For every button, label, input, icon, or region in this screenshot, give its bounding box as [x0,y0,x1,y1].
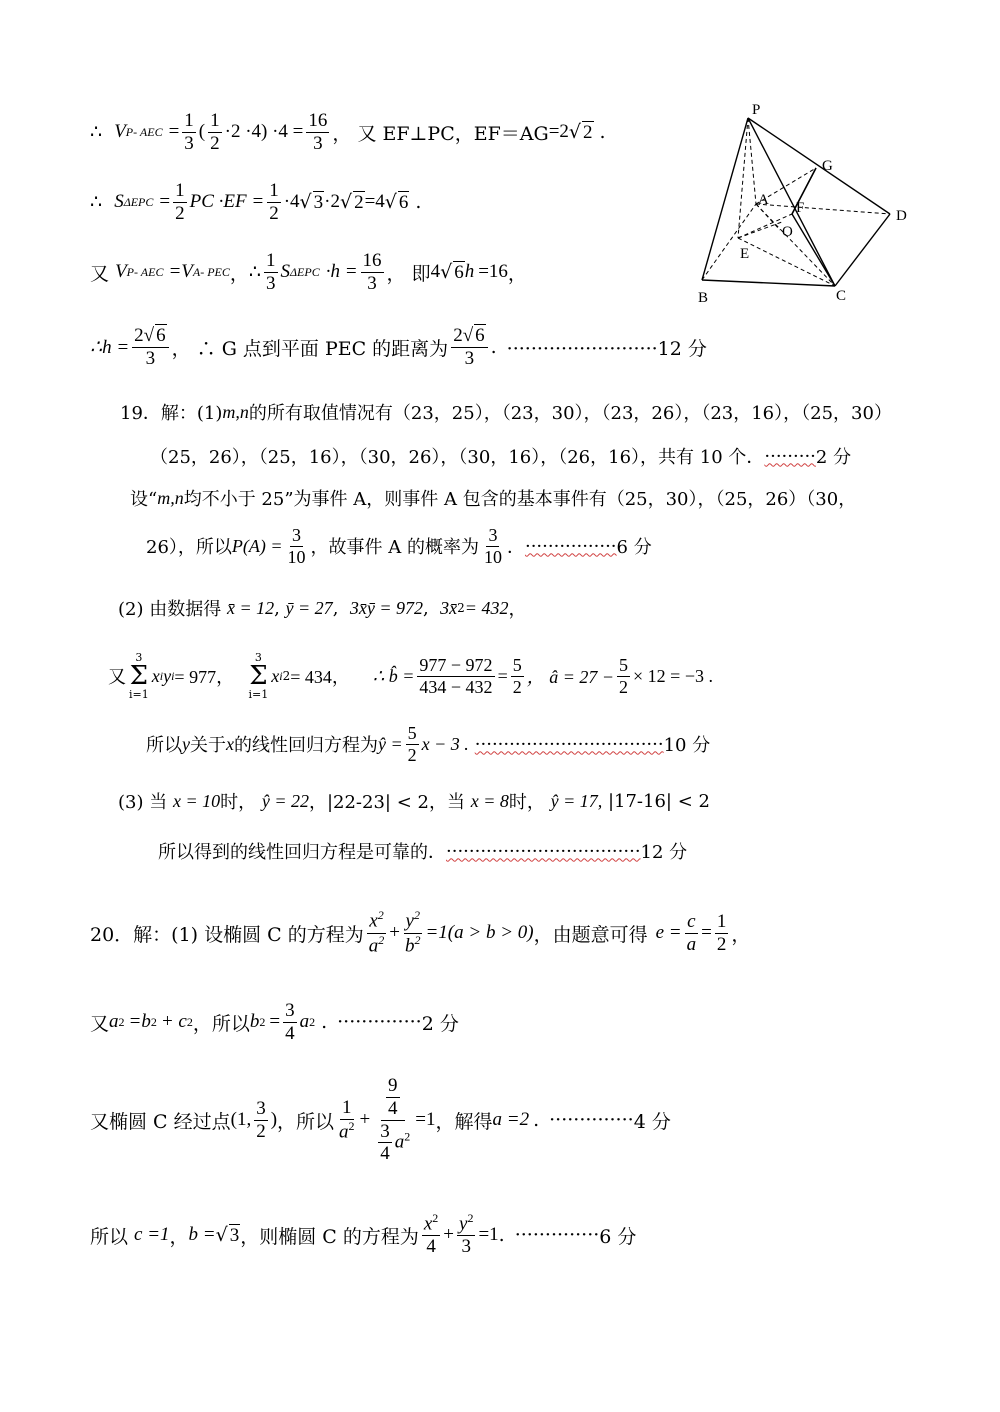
sup-2: 2 [378,932,385,947]
volume-subscript: P- AEC [126,264,164,279]
frac-prob [286,525,308,567]
score-6: 6 分 [599,1225,637,1248]
frac-num: 1 [716,910,727,932]
equals: = [497,665,508,686]
var-a: a [394,1131,405,1153]
var-y: y [405,910,414,932]
q19-data-text: (2) 由数据得 [118,599,222,620]
therefore-symbol: ∴ [90,121,103,143]
p20-line-3 [90,1064,671,1176]
p18-line-3 [90,240,527,304]
var-h: h [464,261,475,282]
sum-bot: i=1 [248,688,269,701]
frac-result [306,110,329,155]
p18-line-2 [90,170,421,234]
frac-prob-2 [482,525,504,567]
ecc-e: e = [655,922,682,943]
p18-line-1 [90,100,606,164]
expr-h: ·h = [325,261,358,282]
score-10: 10 分 [663,735,711,756]
sum-2 [249,652,269,700]
sigma-symbol: Σ [249,661,268,691]
frac-num: 5 [619,654,629,675]
frac-num: 1 [175,179,185,201]
frac-den: 4 [285,1022,295,1044]
frac-num: 977 − 972 [419,654,493,675]
frac-num: $y^2$ [459,1210,474,1235]
word-you: 又 [90,262,110,285]
yhat-22: ŷ = 22 [261,790,309,811]
comma: ， [731,923,751,946]
var-x: x [271,665,280,686]
frac-result [361,250,384,295]
p20-line-2: 又 a 2 =b 2 + c 2 ，所以 b 2 = $\frac{3}{4}$ a 2 . ·············· 2 分 [90,999,459,1044]
frac-half [208,110,222,155]
label-B: B [698,290,709,306]
frac-num: c [687,910,696,932]
frac-num: 16 [362,249,382,271]
frac-num [451,325,487,348]
frac-a [617,655,630,697]
sqrt-symbol: √ [215,1224,228,1246]
volume-subscript: P- AEC [125,124,163,139]
word-shi: 时， [220,792,257,813]
word-ji: ， 即 [386,262,431,285]
label-F: F [796,200,805,216]
p19-line-9 [158,834,687,868]
reg-tail: x − 3 . [421,733,469,754]
sum-1 [129,652,149,700]
frac-num: 1 [266,249,276,271]
sqrt-radicand: 6 [156,324,166,346]
frac-half [715,911,729,956]
sigma-symbol: Σ [129,661,149,691]
value-434: = 434， [290,667,350,687]
label-P: P [752,102,761,118]
sqrt-radicand: 6 [398,191,409,213]
equals-V: =V [168,261,193,282]
comma: ， [507,262,527,285]
area-subscript: ΔEPC [290,264,320,279]
q19-cases: 的所有取值情况有（23，25），（23，30），（23，26），（23，16），（25，30） [248,403,892,424]
plus: + [443,1224,455,1245]
frac-den: 3 [464,347,475,369]
q19-check: (3) 当 [118,792,168,813]
score-6: 6 分 [616,537,652,558]
frac-distance [451,325,487,370]
c-eq-1: c =1 [134,1224,170,1245]
mean-x2-val: = 432 [464,597,509,618]
frac-den: 2 [269,202,279,224]
frac-den: 2 [175,202,185,224]
result: =16 [478,261,508,282]
sup-2: 2 [413,908,420,923]
frac-den: 3 [145,347,156,369]
label-A: A [758,192,769,208]
expr: ·2 [324,191,340,212]
frac-den: 3 [266,272,276,294]
y-hat: ŷ = [378,733,403,754]
var-c: + c [160,1011,187,1032]
p20-line-1: 20．解：(1) 设椭圆 C 的方程为 $\frac{x^2}{a^2}$ + $\frac{y^2}{b^2}$ =1(a > b > 0) ，由题意可得 e = $\frac{c}{a}$ = $\frac{1}{2}$ ， [90,908,751,956]
frac-num: 3 [488,524,498,545]
var-mn: m,n [222,401,249,422]
p19-line-4 [146,520,652,572]
b-hat: ∴ b̂ = [372,665,415,686]
yhat-17: ŷ = 17, [550,790,603,811]
mean-xy: 3x̄ȳ = 972 [349,597,423,618]
period: . [599,121,606,143]
frac-den [403,934,423,957]
therefore-symbol: ∴ [90,191,103,213]
frac-num: 3 [292,524,302,545]
var-x: x [226,733,234,754]
plus: + [359,1109,371,1130]
frac-den: 2 [716,933,727,955]
var-a: a [299,1011,310,1032]
var-x: x [151,665,160,686]
frac-one-third [182,110,196,155]
q19-conclusion: 所以得到的线性回归方程是可靠的． [158,842,446,863]
frac-3-4 [378,1121,392,1166]
expr-h: ∴h = [90,336,130,358]
frac-den: 2 [619,676,629,697]
sup-2: 2 [377,908,384,923]
label-O: O [782,224,793,240]
p19-line-8 [118,784,710,818]
p18-line-4 [90,312,707,382]
area-S: S [280,261,290,282]
p19-line-2 [150,440,851,472]
dots: ·································· [446,840,641,862]
q19-prob-text: 26），所以 [146,537,232,558]
frac-den: 10 [483,546,502,567]
var-x: x [423,1213,433,1235]
period: . [321,1011,328,1033]
equals: = [269,1011,281,1032]
coef: 2 [134,324,144,346]
area-S: S [114,191,124,212]
q19-check-3: |17-16| < 2 [607,790,710,812]
var-a: a [339,1121,349,1143]
sqrt-symbol: √ [440,261,453,283]
frac-den: 2 [210,132,220,154]
frac-num [381,1075,405,1121]
sqrt-symbol: √ [143,324,155,346]
var-y: y [163,665,172,686]
sqrt-radicand: 2 [354,191,364,213]
frac-x2a2 [367,909,387,956]
expr: =4 [364,191,385,212]
q20-text: ，所以 [192,1012,250,1035]
sub-i: i [159,668,164,683]
q19-reg-text: 所以 [146,735,182,756]
sqrt-radicand: 6 [454,261,464,283]
sum-bot: i=1 [129,688,149,701]
coef: 2 [453,324,463,346]
frac-num: 1 [269,179,279,201]
dots: ································· [474,733,664,755]
frac-den: 2 [512,676,522,697]
frac-den: 3 [313,132,323,154]
frac-den: 3 [367,272,377,294]
frac-num: 1 [342,1096,352,1118]
prob-PA: P(A) = [231,535,283,556]
sub-i: i [171,668,175,683]
var-b: b [404,934,415,956]
x-8: x = 8 [470,790,509,811]
period: . [490,336,497,358]
frac-compound [373,1075,412,1165]
comma: ， [229,262,249,285]
frac-num [132,325,168,348]
equals-1: =1 [478,1224,499,1245]
value: =2 [548,121,569,142]
q20-intro: 20．解：(1) 设椭圆 C 的方程为 [90,923,364,946]
frac-9-4 [386,1075,400,1120]
frac-b-result [511,655,524,697]
score-4: 4 分 [633,1110,671,1133]
volume-V: V [114,121,126,142]
frac-ca [685,911,699,956]
frac-den: 4 [380,1143,390,1165]
word-you: 又 [90,1012,110,1035]
var-b: b [249,1011,260,1032]
frac-num [367,909,385,933]
point-open: (1, [230,1109,252,1130]
word-shi: 时， [508,792,545,813]
equals: = [168,121,180,142]
frac-b [417,655,494,697]
frac-num: 3 [285,999,295,1021]
period: . [415,191,422,213]
q20-point-text: 又椭圆 C 经过点 [90,1110,231,1133]
score-2: 2 分 [815,447,852,468]
q19-event-2: 均不小于 25”为事件 A，则事件 A 包含的基本事件有（25，30），（25，26）（30， [183,489,857,510]
frac-1-a2 [337,1097,357,1143]
sub-i: i [279,668,283,683]
x-10: x = 10 [172,790,221,811]
p19-line-1 [120,396,892,428]
sqrt-radicand: 6 [475,324,485,346]
volume-V: V [115,261,127,282]
frac-3-2 [254,1098,268,1143]
frac-den: 2 [256,1120,266,1142]
q20-equation-text: ，则椭圆 C 的方程为 [240,1225,419,1248]
a-result: × 12 = −3 . [633,665,713,686]
label-C: C [836,288,847,304]
frac-y2b2 [403,909,423,956]
q19-prob-text-2: ，故事件 A 的概率为 [310,537,479,558]
score-12: ·························12 分 [506,337,707,360]
word-solve: ，解得 [435,1110,493,1133]
mean-y: ȳ = 27 [285,597,333,618]
p19-line-5: (2) 由数据得 x̄ = 12 , ȳ = 27 , 3x̄ȳ = 972 , 3x̄ 2 = 432 ， [118,590,526,626]
frac-den: 3 [461,1236,471,1258]
frac-num: $x^2$ [423,1210,439,1235]
frac-num: 9 [388,1074,398,1096]
dots: ·············· [549,1109,634,1131]
frac-den: 2 [407,744,417,765]
mean-x: x̄ = 12 [226,597,275,618]
var-x: x [369,910,378,932]
frac-num: 3 [256,1097,266,1119]
var-y: y [459,1213,468,1235]
p20-line-4 [90,1200,636,1270]
frac-den [367,934,387,957]
therefore-symbol: ∴ [248,261,261,283]
sqrt-symbol: √ [339,191,353,213]
comma: ， [169,1225,189,1248]
value-977: = 977， [174,667,235,687]
q19-intro: 19．解：(1) [120,403,223,424]
area-subscript: ΔEPC [123,194,154,209]
frac-num [404,909,422,933]
sum-top: 3 [254,651,262,664]
sup-2: 2 [457,601,465,615]
frac-half-2 [267,180,281,225]
distance-text: ， ∴ G 点到平面 PEC 的距离为 [171,337,449,360]
frac-den: 434 − 432 [419,676,493,697]
frac-slope [406,723,419,765]
frac-den: 10 [287,546,306,567]
sup-2: 2 [414,932,421,947]
q20-text: ，所以 [277,1110,335,1133]
var-mn: m,n [157,487,184,508]
var-y: y [182,733,190,754]
label-D: D [896,208,907,224]
q19-reg-text-2: 关于 [190,735,226,756]
sqrt-symbol: √ [462,324,474,346]
expr-mid: ·2 ·4) ·4 = [224,121,304,142]
dots: ·············· [514,1224,600,1246]
frac-x2-4 [422,1212,440,1258]
volume-subscript-2: A- PEC [192,264,230,279]
b-eq: b = [188,1224,216,1245]
label-E: E [740,246,750,262]
frac-num: 5 [512,654,522,675]
period: ． [506,537,525,558]
sqrt-radicand: 2 [583,121,593,143]
sqrt-radicand: 3 [313,191,324,213]
frac-num: 1 [210,109,220,131]
frac-den: a [686,933,697,955]
frac-den: 3 [184,132,194,154]
ellipse-cond: =1(a > b > 0) [425,922,534,943]
point-close: ) [270,1109,278,1130]
p19-line-7 [146,718,710,770]
frac-half [173,180,187,225]
a-eq-2: a =2 [492,1109,530,1130]
frac-h [132,325,168,370]
q19-cases-2: （25，26），（25，16），（30，26），（30，16），（26，16），共有 10 个． [150,447,765,468]
score-2: 2 分 [421,1012,459,1035]
expr: ·4 [283,191,300,212]
equals-1: =1 [415,1109,436,1130]
frac-den: $\frac{3}{4}$ $a^2$ [380,1120,411,1165]
sqrt-radicand: 3 [229,1224,240,1246]
period: . [498,1224,505,1246]
frac-y2-3 [457,1212,475,1258]
frac-one-third [264,250,278,295]
sqrt-symbol: √ [299,191,312,213]
var-b: =b [128,1011,151,1032]
var-a: a [368,934,379,956]
word-suoyi: 所以 [90,1225,129,1248]
comma: ， [508,599,527,620]
paren: ( [198,121,206,142]
q19-event: 设“ [130,489,158,510]
score-12: 12 分 [640,842,688,863]
frac-num: 1 [184,109,194,131]
frac-den: 4 [388,1097,398,1119]
frac-num: 5 [407,722,417,743]
frac-den: 4 [426,1236,436,1258]
q19-reg-text-3: 的线性回归方程为 [234,735,378,756]
q20-text-2: ，由题意可得 [533,923,648,946]
dots: ·············· [337,1011,422,1033]
var-a: a [109,1011,119,1032]
coef: 4 [430,261,441,282]
dots: ········· [764,445,816,467]
equals: = [701,922,712,943]
sqrt-symbol: √ [568,121,582,143]
text-ef-perp: ， 又 EF⊥PC，EF＝AG [332,122,549,145]
frac-num: 16 [308,109,328,131]
label-G: G [822,158,833,174]
frac-den: $a^2$ [339,1118,355,1143]
p19-line-6 [108,644,713,708]
pyramid-figure [690,100,930,310]
mean-x2: 3x̄ [440,597,458,618]
sum-top: 3 [135,651,143,664]
sqrt-symbol: √ [384,191,397,213]
q19-check-2: ，|22-23| < 2，当 [308,792,465,813]
sup-2: 2 [282,669,291,683]
frac-num: 3 [380,1120,390,1142]
expr-pc-ef: PC ·EF = [189,191,265,212]
a-hat: ， â = 27 − [526,667,615,687]
word-you: 又 [108,667,126,688]
frac-3-4 [283,1000,297,1045]
equals: = [159,191,171,212]
dots: ················ [524,535,617,557]
p19-line-3 [130,482,856,514]
period: . [533,1109,540,1131]
